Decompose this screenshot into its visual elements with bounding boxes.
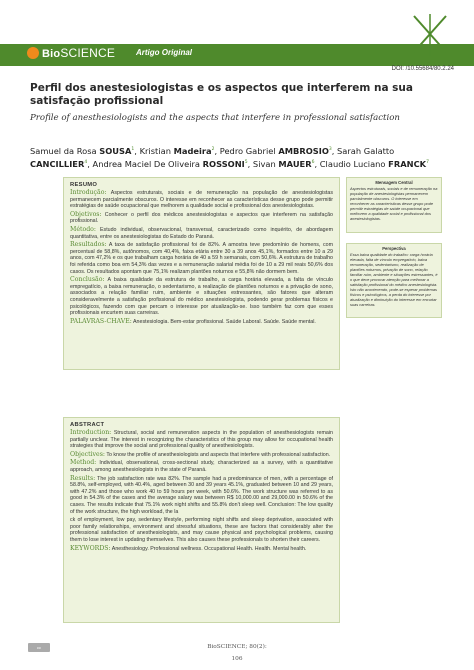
article-title-english: Profile of anesthesiologists and the aspects that interfere in professional satisfaction — [30, 113, 400, 123]
article-type-label: Artigo Original — [136, 48, 192, 57]
perspective-title: Perspectiva — [382, 246, 406, 251]
abstract-results: Results: The job satisfaction rate was 82%. The sample had a predominance of men, with a percentage of 58.8%, self-employed, with 40.4%, aged between 30 and 39 years 45.1%, graduated between 10 and 29 years, with 47.2% and those who work 40 to 59 hours per week, with 50.6%. The work structure was referred to as good in 54.3% of the cases and the average salary was between R$ 10,000.00 and 29,000.00 in 50.6% of the cases. The results indicate that 75.1% work night shifts and 55.8% don't sleep well. Conclusion: The low quality of the work structure, the high workload, the la — [70, 474, 333, 515]
article-title-portuguese: Perfil dos anestesiologistas e os aspectos que interferem na sua satisfação profissional — [30, 82, 413, 107]
author-list — [30, 144, 450, 171]
abstract-continuation: ck of employment, low pay, sedentary lifestyle, performing night shifts and sleep deprivation, associated with poor family relationships, environment and stressful situations, these are factors that considerably alter the professional satisfaction of anesthesiologists, and may cause physical and psychological problems, causing them to lose interest in updating themselves. This also causes these professionals to shorten their careers. — [70, 517, 333, 543]
author: Andrea Maciel De Oliveira ROSSONI$^5$, — [92, 159, 253, 170]
logo-science-text: SCIENCE — [60, 46, 116, 60]
leaf-decoration-icon — [410, 12, 450, 58]
resumo-results: Resultados: A taxa de satisfação profissional foi de 82%. A amostra teve predomínio de homens, com percentual de 58,8%, autônomos, com 40,4%, faixa etária entre 30 a 39 anos 45,1%, formados entre 10 a 29 anos, com 47,2% e os que trabalham carga horária de 40 a 59 h semanais, com 50,6%. A estrutura de trabalho foi referida como boa em 54,3% das vezes e a remuneração salarial média foi de 10 a 29 mil reais 50,6% dos casos. Os resultados apontam que 75,1% realizam plantões noturnos e 55,8% não dormem bem. — [70, 241, 333, 275]
central-message-title: Mensagem Central — [375, 180, 413, 185]
resumo-heading: RESUMO — [70, 182, 98, 188]
resumo-method: Método: Estudo individual, observacional, transversal, caracterizado como inquérito, de abordagem quantitativa, entre os anestesiologistas do Estado do Paraná. — [70, 225, 333, 240]
resumo-introduction: Introdução: Aspectos estruturais, sociais e de remuneração na população de anestesiologistas permanecem parcialmente obscuros. O interesse em reconhecer as características desse grupo pode permitir estratégias de saúde ocupacional que melhorem a qualidade social e profissional dos anestesiologistas. — [70, 189, 333, 210]
page-number: 106 — [231, 656, 243, 662]
abstract-objectives: Objectives: To know the profile of anesthesiologists and aspects that interfere with professional satisfaction. — [70, 450, 331, 458]
author: Pedro Gabriel AMBROSIO$^3$, — [219, 145, 338, 156]
logo-bio-text: Bio — [42, 48, 61, 60]
resumo-box — [63, 177, 340, 370]
creative-commons-icon[interactable]: cc — [28, 643, 50, 652]
central-message-box — [346, 177, 442, 233]
abstract-keywords: KEYWORDS: Anesthesiology. Professional wellness. Occupational Health. Health. Mental health. — [70, 544, 307, 552]
central-message-text: Aspectos estruturais, sociais e de remuneração na população de anestesiologistas permanecem parcialmente obscuros. O interesse em reconhecer as características desse grupo pode permitir estratégias de saúde ocupacional que melhorem a qualidade social e profissional dos anestesiologistas. — [350, 186, 438, 221]
resumo-objectives: Objetivos: Conhecer o perfil dos médicos anestesiologistas e aspectos que interferem na satisfação profissional. — [70, 210, 333, 225]
abstract-introduction: Introduction: Structural, social and remuneration aspects in the population of anesthesiologists remain partially unclear. The interest in recognizing the characteristics of this group may allow for occupational health strategies that improve the social and professional quality of anesthesiologists. — [70, 429, 333, 450]
abstract-heading: ABSTRACT — [70, 422, 105, 428]
author: Kristian Madeira$^2$, — [139, 145, 220, 156]
perspective-box — [346, 243, 442, 318]
resumo-keywords: PALAVRAS-CHAVE: Anestesiologia. Bem-estar profissional. Saúde Laboral. Saúde. Saúde mental. — [70, 317, 316, 325]
author: Sivan MAUER$^6$, — [252, 159, 320, 170]
author: Sarah Galatto CANCILLIER$^4$, — [30, 145, 395, 170]
resumo-conclusion: Conclusão: A baixa qualidade da estrutura de trabalho, a carga horária elevada, a falta de vínculo empregatício, a baixa remuneração, o sedentarismo, a realização de plantões noturnos e a privação de sono, associados a relação familiar ruim, ambiente e situações estressantes, são fatores que alteram consideravelmente a satisfação profissional do médico anestesiologista, podendo gerar problemas físicos e psicológicos, fazendo com que percam o interesse por atualização-se. Isso também faz com que esses profissionais encurtem suas carreiras. — [70, 276, 333, 317]
journal-citation: BioSCIENCE; 80(2): — [207, 644, 267, 650]
author: Samuel da Rosa SOUSA$^1$, — [30, 145, 140, 156]
abstract-method: Method: Individual, observational, cross-sectional study, characterized as a survey, with a quantitative approach, among anesthesiologists in the state of Paraná. — [70, 459, 333, 473]
journal-logo — [27, 46, 115, 60]
perspective-text: Essa baixa qualidade do trabalho: carga horária elevada, falta de vínculo empregatício, baixa remuneração, sedentarismo, realização de plantões noturnos, privação de sono, relação familiar ruim, ambiente e situações estressantes, é o que deve provocar atenção para melhorar a satisfação profissional do médico anestesiologista. Isto não acontecendo, pode-se esperar problemas físicos e psicológicos, a perda do interesse por atualização e diminuição do interesse em encurtar suas carreiras. — [350, 252, 438, 307]
abstract-box — [63, 417, 340, 623]
author: Claudio Luciano FRANCK$^7$ — [319, 159, 429, 170]
logo-mark-icon — [27, 47, 39, 59]
doi-link[interactable]: DOI: /10.55684/80.2.24 — [391, 66, 454, 72]
